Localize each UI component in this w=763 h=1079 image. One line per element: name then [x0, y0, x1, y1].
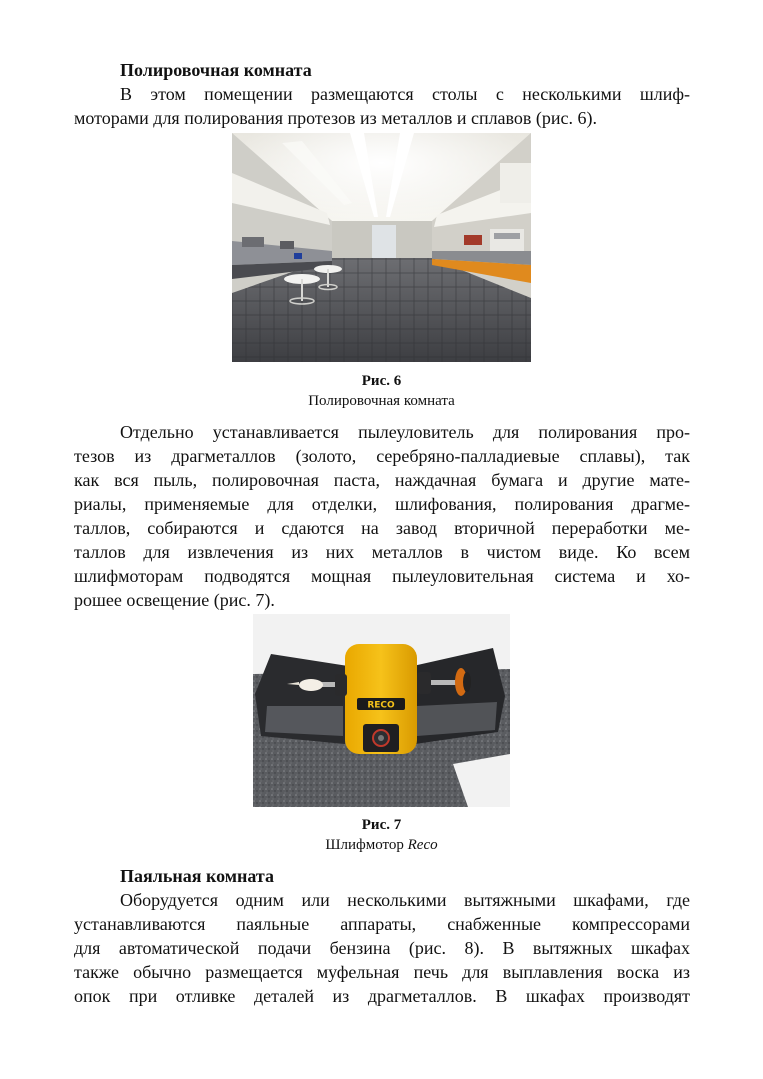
- text-line: моторами для полирования протезов из металлов и сплавов (рис. 6).: [74, 108, 598, 128]
- text-line: тезов из драгметаллов (золото, серебряно-палладиевые сплавы), так: [74, 446, 690, 466]
- text-line: для автоматической подачи бензина (рис. 8). В вытяжных шкафах: [74, 938, 690, 958]
- section-heading-polishing-room: Полировочная комната: [120, 60, 312, 80]
- figure-7-label: Рис. 7: [361, 817, 402, 833]
- text-line: Отдельно устанавливается пылеуловитель для полирования про-: [120, 422, 690, 442]
- figure-7-caption: [0, 815, 763, 855]
- text-line: опок при отливке деталей из драгметаллов. В шкафах производят: [74, 986, 690, 1006]
- text-line: устанавливаются паяльные аппараты, снабженные компрессорами: [74, 914, 690, 934]
- text-line: риалы, применяемые для отделки, шлифования, полирования драгме-: [74, 494, 690, 514]
- text-line: таллов для извлечения из них металлов в чистом виде. Ко всем: [74, 542, 690, 562]
- paragraph-soldering-room: [74, 888, 690, 1008]
- figure-6-image: [232, 133, 531, 362]
- paragraph-dust-collector: [74, 420, 690, 612]
- figure-7-image: [253, 614, 510, 807]
- figure-6-label: Рис. 6: [361, 373, 402, 389]
- paragraph-polishing-room: [74, 82, 690, 130]
- caption-prefix: Шлифмотор: [325, 837, 408, 853]
- reco-grinder-photo: [253, 614, 510, 807]
- reco-logo: RECO: [367, 700, 395, 711]
- text-line: Оборудуется одним или несколькими вытяжными шкафами, где: [120, 890, 690, 910]
- text-line: В этом помещении размещаются столы с несколькими шлиф-: [120, 84, 690, 104]
- figure-6-caption: [0, 371, 763, 411]
- figure-6-caption-text: Полировочная комната: [308, 393, 455, 409]
- section-heading-soldering-room: Паяльная комната: [120, 866, 274, 886]
- caption-brand: Reco: [407, 837, 438, 853]
- text-line: как вся пыль, полировочная паста, наждачная бумага и другие мате-: [74, 470, 690, 490]
- text-line: рошее освещение (рис. 7).: [74, 590, 275, 610]
- figure-7-caption-text: [0, 835, 763, 855]
- polishing-room-photo: [232, 133, 531, 362]
- text-line: шлифмоторам подводятся мощная пылеуловительная система и хо-: [74, 566, 690, 586]
- text-line: также обычно размещается муфельная печь для выплавления воска из: [74, 962, 690, 982]
- text-line: таллов, собираются и сдаются на завод вторичной переработки ме-: [74, 518, 690, 538]
